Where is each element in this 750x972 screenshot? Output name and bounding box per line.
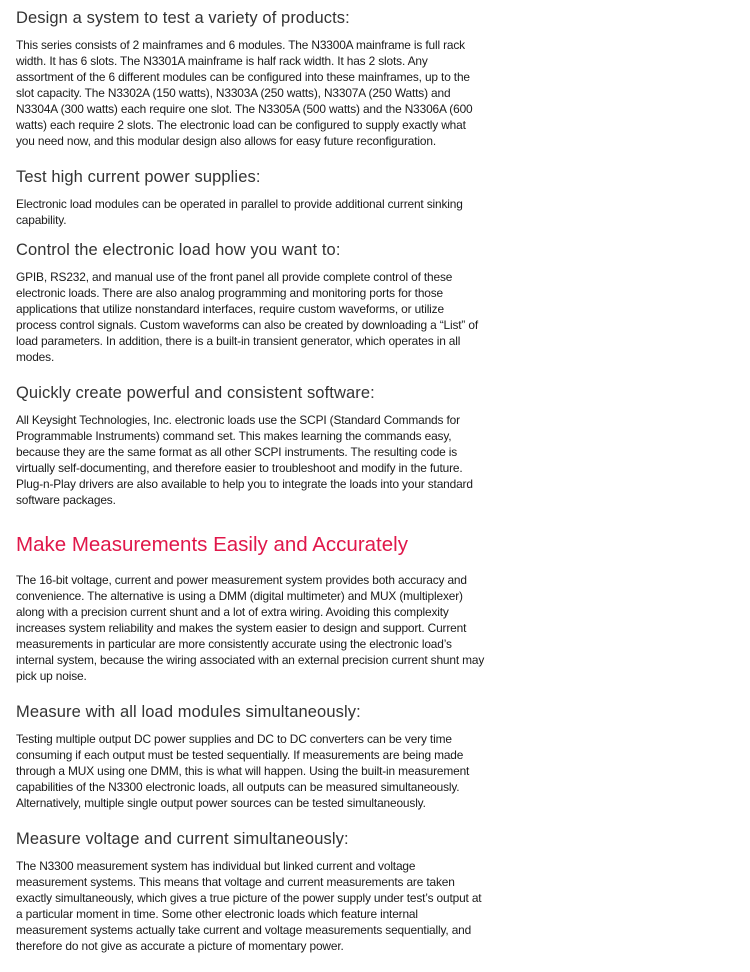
section-high-current [16, 167, 486, 228]
section-voltage-current [16, 829, 486, 954]
paragraph-measurements-intro: The 16-bit voltage, current and power measurement system provides both accuracy and convenience. The alternative is using a DMM (digital multimeter) and MUX (multiplexer) along with a precision current shunt and a lot of extra wiring. Avoiding this complexity increases system reliability and makes the system easier to design and support. Current measurements in particular are more consistently accurate using the electronic load’s internal system, because the wiring associated with an external precision current shunt may pick up noise. [16, 573, 485, 683]
section-design-system [16, 8, 486, 149]
section-control-load [16, 240, 486, 365]
subheading-control-load: Control the electronic load how you want to: [16, 241, 341, 259]
section-measurements-intro [16, 572, 486, 684]
paragraph-all-modules: Testing multiple output DC power supplies and DC to DC converters can be very time consuming if each output must be tested sequentially. If measurements are being made through a MUX using one DMM, this is what will happen. Using the built-in measurement capabilities of the N3300 electronic loads, all outputs can be measured simultaneously. Alternatively, multiple single output power sources can be tested simultaneously. [16, 732, 470, 810]
subheading-high-current: Test high current power supplies: [16, 168, 261, 186]
section-title-measurements: Make Measurements Easily and Accurately [16, 533, 408, 556]
paragraph-high-current: Electronic load modules can be operated in parallel to provide additional current sinking capability. [16, 197, 463, 227]
subheading-voltage-current: Measure voltage and current simultaneously: [16, 830, 349, 848]
subheading-all-modules: Measure with all load modules simultaneously: [16, 703, 361, 721]
subheading-design-system: Design a system to test a variety of products: [16, 9, 350, 27]
document-page [16, 8, 486, 972]
section-software [16, 383, 486, 508]
section-all-modules [16, 702, 486, 811]
paragraph-software: All Keysight Technologies, Inc. electronic loads use the SCPI (Standard Commands for Programmable Instruments) command set. This makes learning the commands easy, because they are the same format as all other SCPI instruments. The resulting code is virtually self-documenting, and therefore easier to troubleshoot and modify in the future. Plug-n-Play drivers are also available to help you to integrate the loads into your standard software packages. [16, 413, 473, 507]
paragraph-control-load: GPIB, RS232, and manual use of the front panel all provide complete control of these electronic loads. There are also analog programming and monitoring ports for those applications that utilize nonstandard interfaces, require custom waveforms, or utilize process control signals. Custom waveforms can also be created by downloading a “List” of load parameters. In addition, there is a built-in transient generator, which operates in all modes. [16, 270, 478, 364]
subheading-software: Quickly create powerful and consistent software: [16, 384, 375, 402]
paragraph-voltage-current: The N3300 measurement system has individual but linked current and voltage measurement systems. This means that voltage and current measurements are taken exactly simultaneously, which gives a true picture of the power supply under test’s output at a particular moment in time. Some other electronic loads which feature internal measurement systems actually take current and voltage measurements sequentially, and therefore do not give as accurate a picture of momentary power. [16, 859, 482, 953]
paragraph-design-system: This series consists of 2 mainframes and 6 modules. The N3300A mainframe is full rack width. It has 6 slots. The N3301A mainframe is half rack width. It has 2 slots. Any assortment of the 6 different modules can be configured into these mainframes, up to the slot capacity. The N3302A (150 watts), N3303A (250 watts), N3307A (250 Watts) and N3304A (300 watts) each require one slot. The N3305A (500 watts) and the N3306A (600 watts) each require 2 slots. The electronic load can be configured to supply exactly what you need now, and this modular design also allows for easy future reconfiguration. [16, 38, 473, 148]
